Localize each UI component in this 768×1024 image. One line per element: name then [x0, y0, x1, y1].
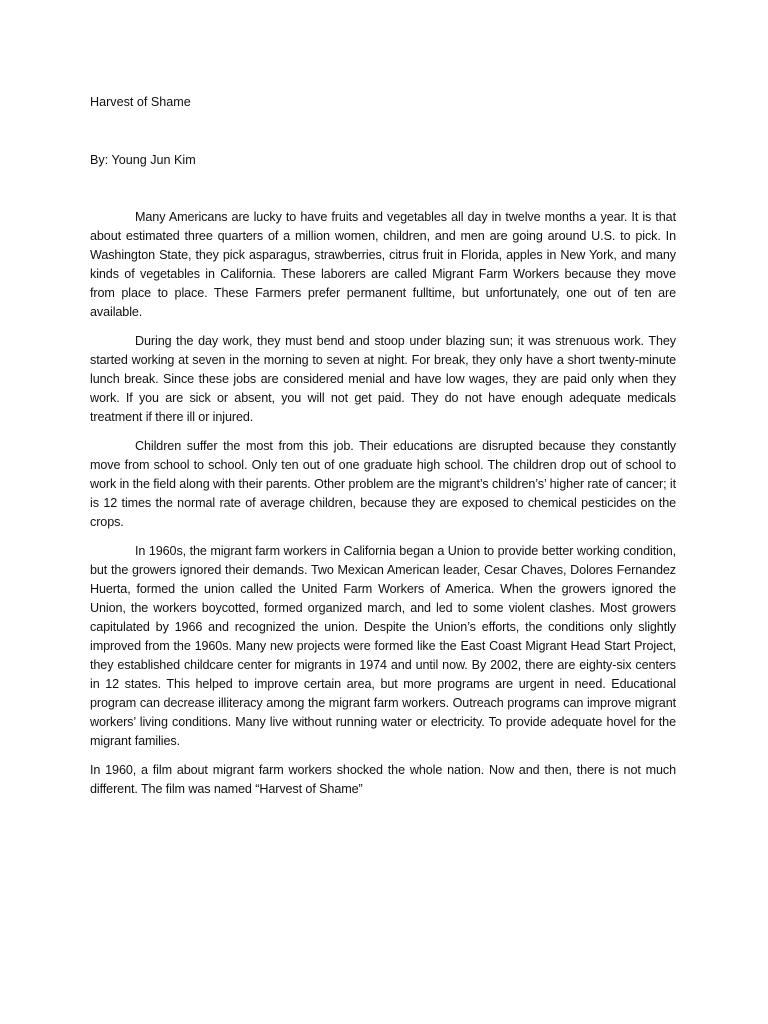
document-body	[90, 208, 676, 809]
paragraph-working-conditions: During the day work, they must bend and stoop under blazing sun; it was strenuous work. They started working at seven in the morning to seven at night. For break, they only have a short twenty-minute lunch break. Since these jobs are considered menial and have low wages, they are paid only when they work. If you are sick or absent, you will not get paid. They do not have enough adequate medicals treatment if there ill or injured.	[90, 334, 676, 424]
document-title: Harvest of Shame	[90, 95, 191, 109]
paragraph-union: In 1960s, the migrant farm workers in California began a Union to provide better working condition, but the growers ignored their demands. Two Mexican American leader, Cesar Chaves, Dolores Fernandez Huerta, formed the union called the United Farm Workers of America. When the growers ignored the Union, the workers boycotted, formed organized march, and led to some violent clashes. Most growers capitulated by 1966 and recognized the union. Despite the Union’s efforts, the conditions only slightly improved from the 1960s. Many new projects were formed like the East Coast Migrant Head Start Project, they established childcare center for migrants in 1974 and until now. By 2002, there are eighty-six centers in 12 states. This helped to improve certain area, but more programs are urgent in need. Educational program can decrease illiteracy among the migrant farm workers. Outreach programs can improve migrant workers’ living conditions. Many live without running water or electricity. To provide adequate hovel for the migrant families.	[90, 544, 676, 748]
paragraph-conclusion: In 1960, a film about migrant farm workers shocked the whole nation. Now and then, there is not much different. The film was named “Harvest of Shame”	[90, 763, 676, 796]
paragraph-intro: Many Americans are lucky to have fruits and vegetables all day in twelve months a year. It is that about estimated three quarters of a million women, children, and men are going around U.S. to pick. In Washington State, they pick asparagus, strawberries, citrus fruit in Florida, apples in New York, and many kinds of vegetables in California. These laborers are called Migrant Farm Workers because they move from place to place. These Farmers prefer permanent fulltime, but unfortunately, one out of ten are available.	[90, 210, 676, 319]
paragraph-children: Children suffer the most from this job. Their educations are disrupted because they constantly move from school to school. Only ten out of one graduate high school. The children drop out of school to work in the field along with their parents. Other problem are the migrant’s children’s’ higher rate of cancer; it is 12 times the normal rate of average children, because they are exposed to chemical pesticides on the crops.	[90, 439, 676, 529]
author-byline: By: Young Jun Kim	[90, 153, 196, 167]
